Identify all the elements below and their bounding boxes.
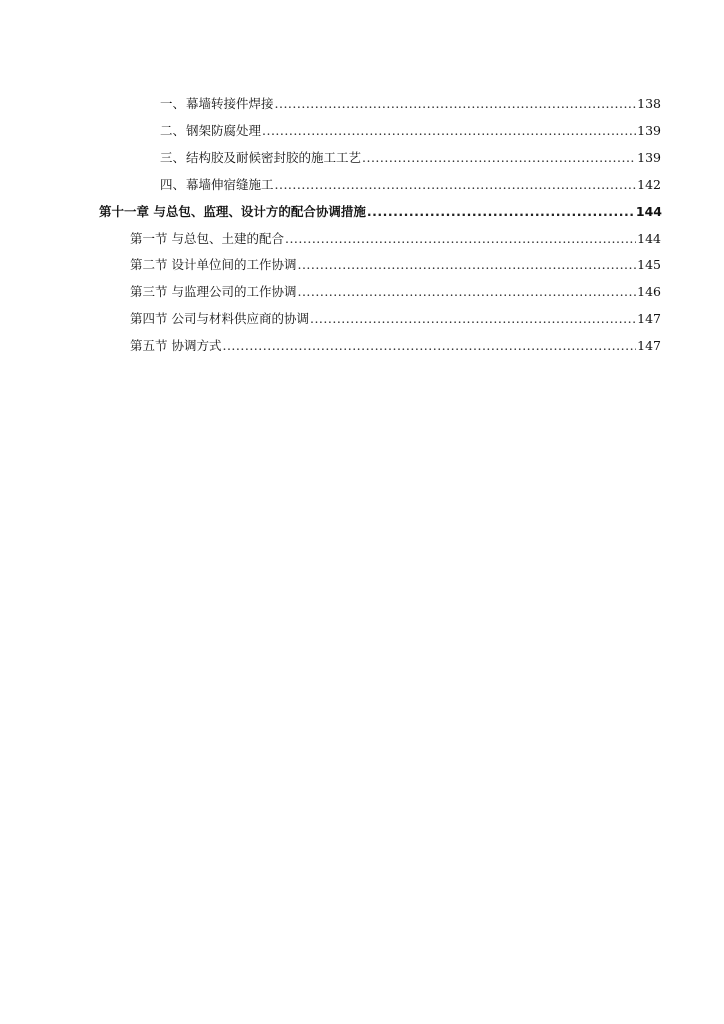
toc-entry-label: 结构胶及耐候密封胶的施工工艺 (186, 150, 362, 165)
toc-page-number: 144 (637, 231, 661, 246)
toc-chapter-title: 第十一章 与总包、监理、设计方的配合协调措施 (99, 204, 366, 219)
dot-leader (367, 203, 635, 221)
toc-page-number: 138 (637, 96, 661, 111)
toc-page-number: 146 (637, 284, 661, 299)
dot-leader (222, 337, 636, 355)
toc-entry-label: 幕墙伸宿缝施工 (186, 177, 274, 192)
toc-entry-label: 幕墙转接件焊接 (186, 96, 274, 111)
dot-leader (297, 283, 636, 301)
dot-leader (262, 122, 636, 140)
toc-section-5[interactable] (130, 337, 661, 355)
toc-entry-title (160, 95, 274, 113)
toc-chapter-11[interactable] (99, 203, 662, 221)
dot-leader (297, 256, 636, 274)
toc-page-number: 147 (637, 338, 661, 353)
toc-entry-title (160, 149, 361, 167)
toc-page-number: 144 (635, 204, 662, 219)
toc-section-title: 第三节 与监理公司的工作协调 (130, 284, 297, 299)
toc-section-title: 第五节 协调方式 (130, 338, 222, 353)
toc-section-2[interactable] (130, 256, 661, 274)
toc-section-4[interactable] (130, 310, 661, 328)
toc-entry-item-1[interactable] (160, 95, 661, 113)
toc-entry-number: 一、 (160, 96, 186, 111)
toc-entry-item-4[interactable] (160, 176, 661, 194)
toc-entry-label: 钢架防腐处理 (186, 123, 262, 138)
toc-section-title: 第一节 与总包、土建的配合 (130, 231, 284, 246)
toc-entry-number: 三、 (160, 150, 186, 165)
toc-page-number: 147 (637, 311, 661, 326)
dot-leader (362, 149, 636, 167)
toc-page-number: 145 (637, 257, 661, 272)
dot-leader (275, 176, 637, 194)
toc-section-1[interactable] (130, 230, 661, 248)
toc-page-number: 139 (637, 123, 661, 138)
toc-section-title: 第二节 设计单位间的工作协调 (130, 257, 297, 272)
toc-section-3[interactable] (130, 283, 661, 301)
dot-leader (310, 310, 636, 328)
toc-entry-item-3[interactable] (160, 149, 661, 167)
toc-page-number: 139 (637, 150, 661, 165)
toc-entry-number: 四、 (160, 177, 186, 192)
toc-entry-title (160, 122, 261, 140)
toc-page-number: 142 (637, 177, 661, 192)
toc-entry-item-2[interactable] (160, 122, 661, 140)
toc-entry-title (160, 176, 274, 194)
toc-section-title: 第四节 公司与材料供应商的协调 (130, 311, 309, 326)
dot-leader (275, 95, 637, 113)
toc-entry-number: 二、 (160, 123, 186, 138)
dot-leader (285, 230, 636, 248)
